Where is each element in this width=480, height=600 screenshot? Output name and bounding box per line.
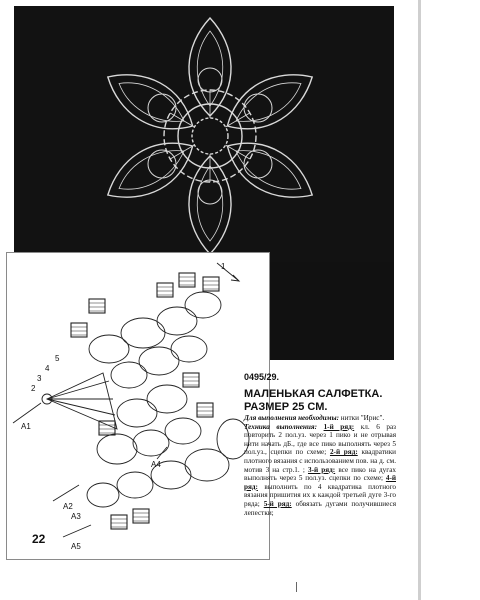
label-row-5: 5: [55, 354, 60, 363]
binding-mark: [296, 582, 297, 592]
row-5-text: обвязать дугами получившиеся лепестки;: [244, 499, 397, 517]
label-a4: A4: [151, 460, 161, 469]
row-3-label: 3-й ряд:: [307, 465, 336, 474]
crochet-scheme: [6, 252, 270, 560]
page-edge: [418, 0, 421, 600]
label-row-4: 4: [45, 364, 50, 373]
page-number: 22: [32, 532, 46, 546]
article-body: [244, 414, 396, 517]
label-row-2: 2: [31, 384, 36, 393]
title-line-2: РАЗМЕР 25 СМ.: [244, 401, 328, 413]
label-a5: A5: [71, 542, 81, 551]
row-4-text: выполнить по 4 квадратика плотного вязания пришития их к каждой третьей дуге 3-го ряда;: [244, 482, 396, 508]
article-code: 0495/29.: [244, 372, 280, 382]
photo-dark-corner: [266, 262, 394, 360]
label-a2: A2: [63, 502, 73, 511]
label-a1: A1: [21, 422, 31, 431]
row-4-label: 4-й ряд:: [244, 474, 396, 491]
technique-label: Техника выполнения:: [244, 422, 317, 431]
row-3-text: все пико на дугах выполнять через 5 пол.уз. сцепки по схеме;: [244, 465, 397, 483]
label-row-3: 3: [37, 374, 42, 383]
materials-label: Для выполнения необходимы:: [244, 414, 339, 422]
materials-value: нитки "Ирис".: [340, 414, 385, 422]
article-title: [244, 388, 394, 414]
title-line-1: МАЛЕНЬКАЯ САЛФЕТКА.: [244, 388, 383, 400]
row-1-text: кл. 6 раз повторить 2 пол.уз. через 1 пико и не отрывая нити начать дБ., где все пико выполнять через 5 пол.уз., сцепки по схеме;: [244, 422, 397, 457]
row-2-text: квадратики плотного вязания с использованием пов. на д. см. мотив 3 на стр.1. ;: [244, 448, 397, 474]
row-2-label: 2-й ряд:: [329, 448, 358, 457]
doily-photo: [14, 6, 394, 262]
row-1-label: 1-й ряд:: [323, 422, 355, 431]
label-a3: A3: [71, 512, 81, 521]
label-row-1: 1: [221, 262, 226, 271]
row-5-label: 5-й ряд:: [263, 499, 292, 508]
